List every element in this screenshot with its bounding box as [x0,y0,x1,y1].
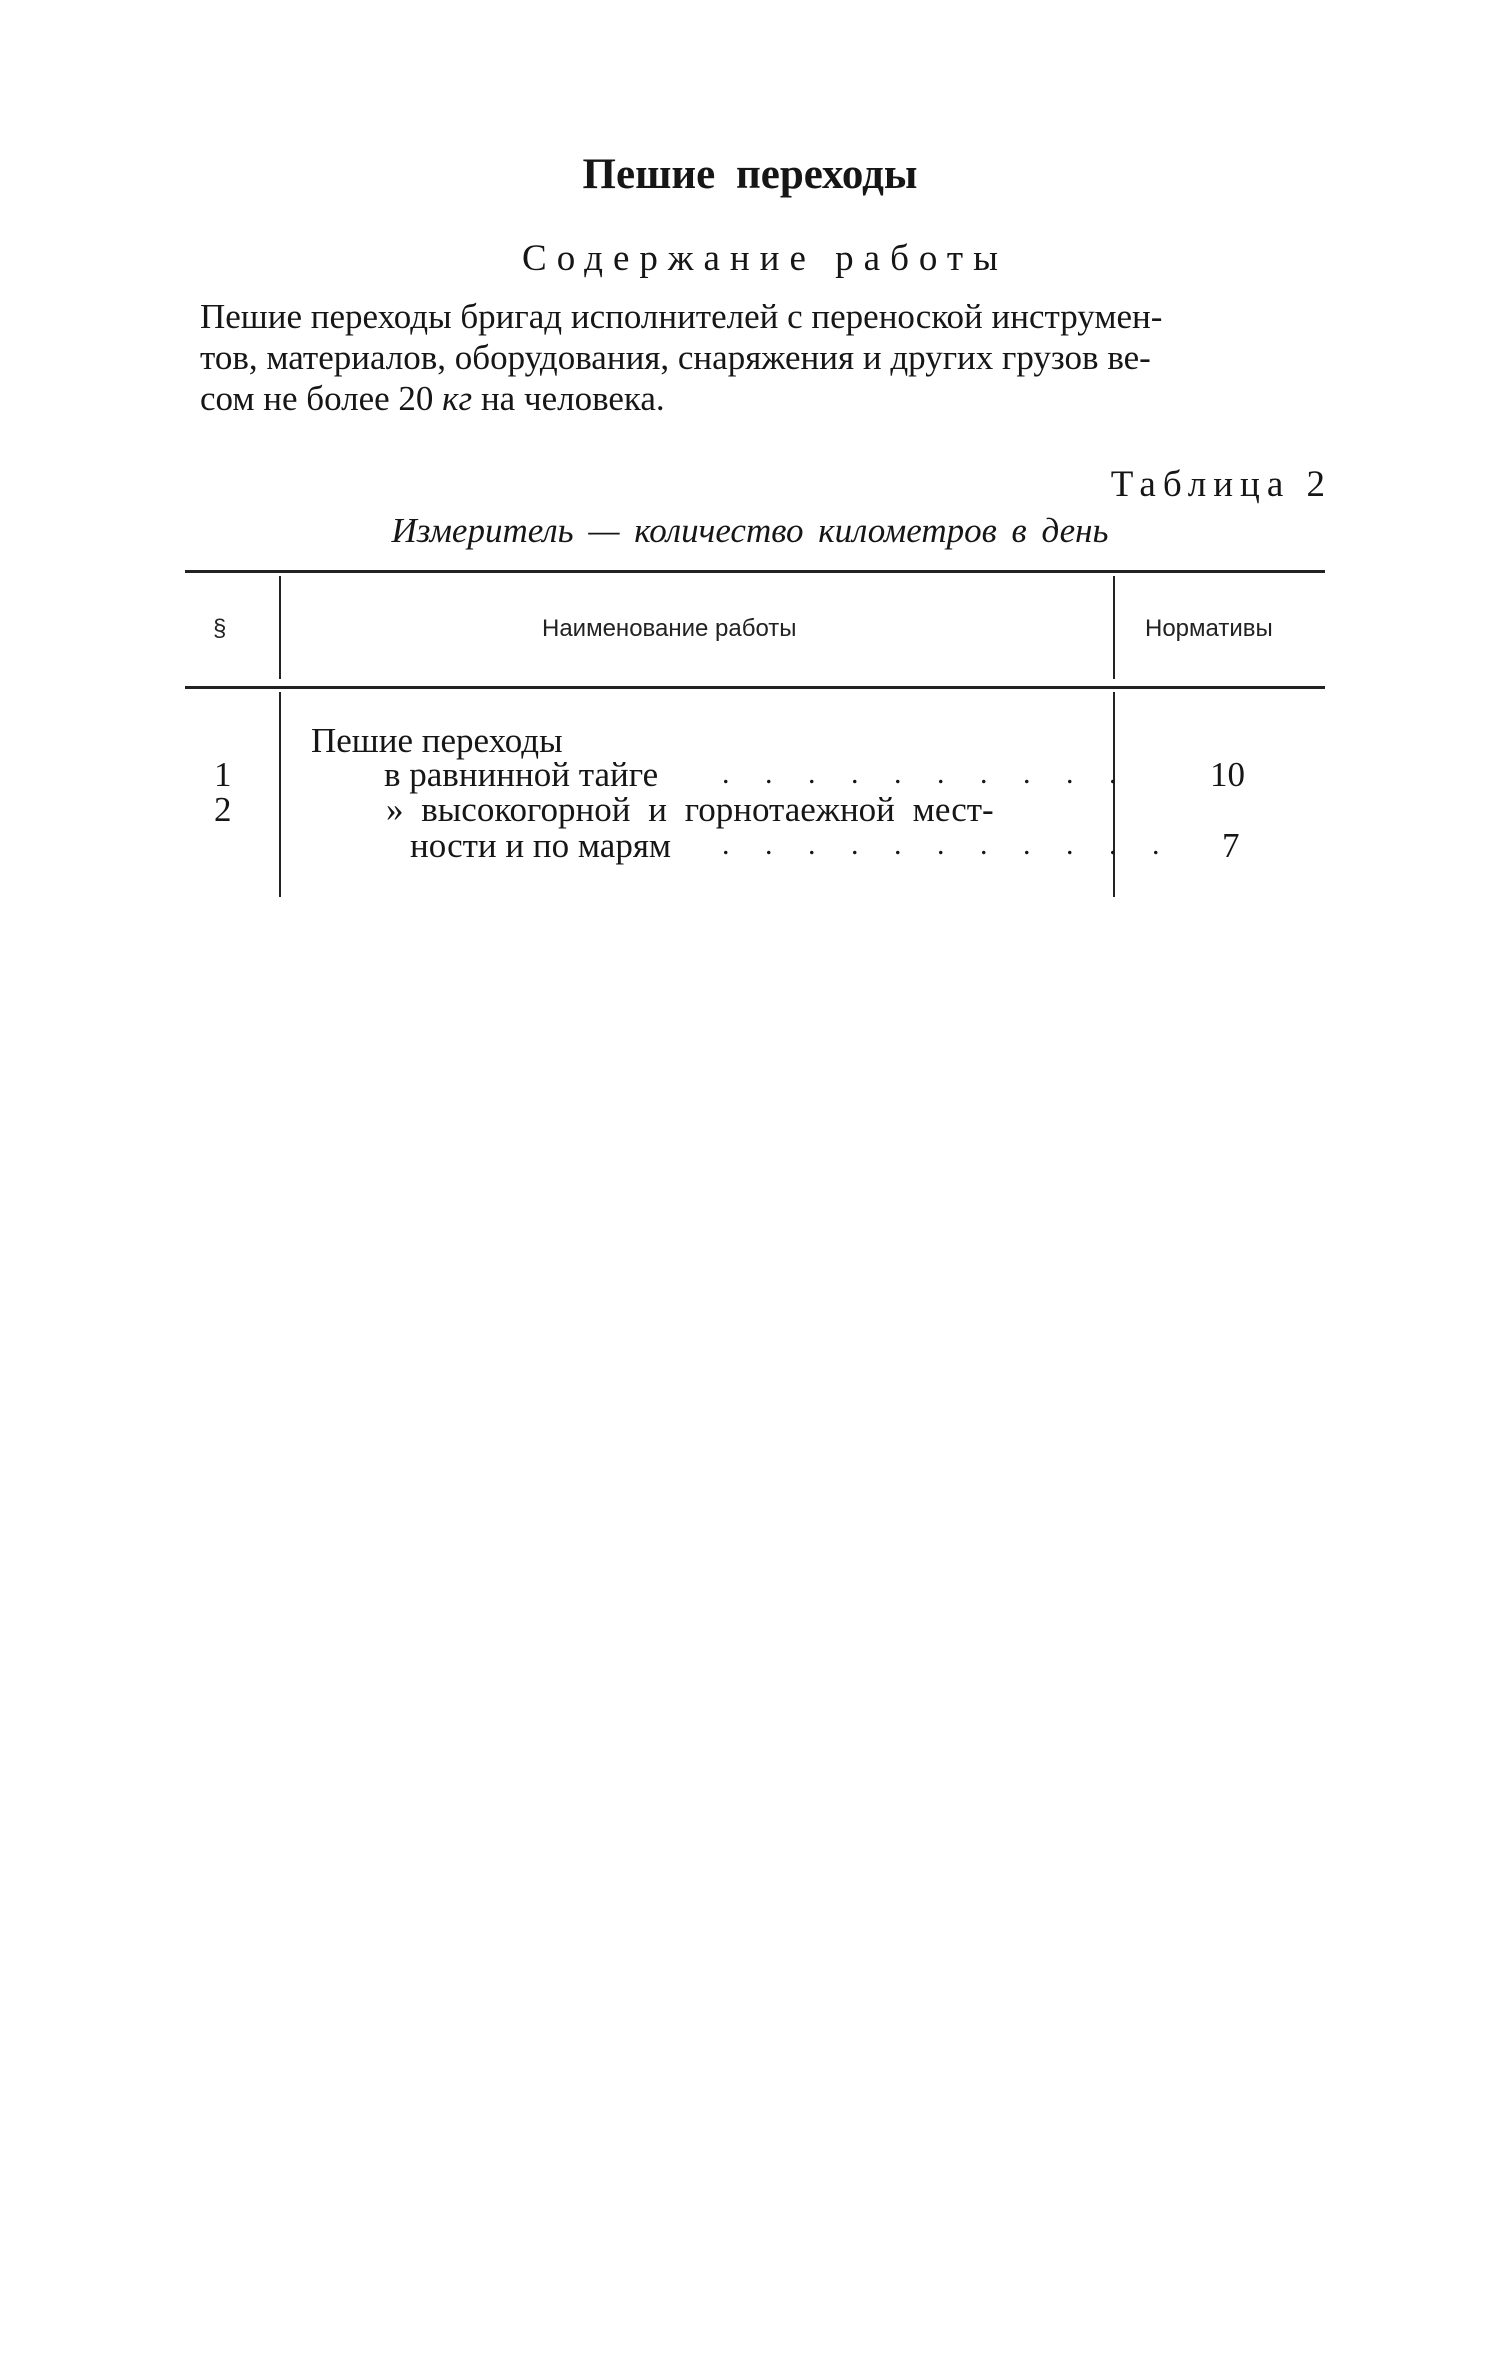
group-title: Пешие переходы [311,721,563,760]
table-top-rule [185,570,1325,573]
row-work-name-continued: ности и по марям [410,826,672,865]
description-line [200,378,1330,419]
row-work-name: в равнинной тайге [384,755,659,794]
row-norm: 7 [1222,826,1240,865]
row-norm: 10 [1210,755,1245,794]
table-column-divider [279,576,281,679]
table-column-divider [1113,692,1115,897]
table-number: Таблица 2 [1110,464,1332,505]
description-text: сом не более 20 [200,379,443,418]
weight-unit: кг [442,379,473,418]
row-work-name: » высокогорной и горнотаежной мест- [386,790,994,829]
header-work-name: Наименование работы [542,615,797,642]
description-line: Пешие переходы бригад исполнителей с переноской инструмен- [200,297,1163,336]
table-measure: Измеритель — количество километров в день [391,511,1109,550]
section-subtitle: Содержание работы [522,238,1008,279]
page-title: Пешие переходы [582,151,918,198]
leader-dots: . . . . . . . . . . . [722,828,1174,861]
table-column-divider [1113,576,1115,679]
table-column-divider [279,692,281,897]
description-text: на человека. [472,379,665,418]
leader-dots: . . . . . . . . . . [722,757,1131,790]
work-description [200,296,1330,419]
description-line: тов, материалов, оборудования, снаряжения и других грузов ве- [200,338,1151,377]
header-norms: Нормативы [1145,615,1273,642]
row-number: 1 [214,755,232,794]
table-header-rule [185,686,1325,689]
row-number: 2 [214,790,232,829]
header-section: § [213,615,227,642]
